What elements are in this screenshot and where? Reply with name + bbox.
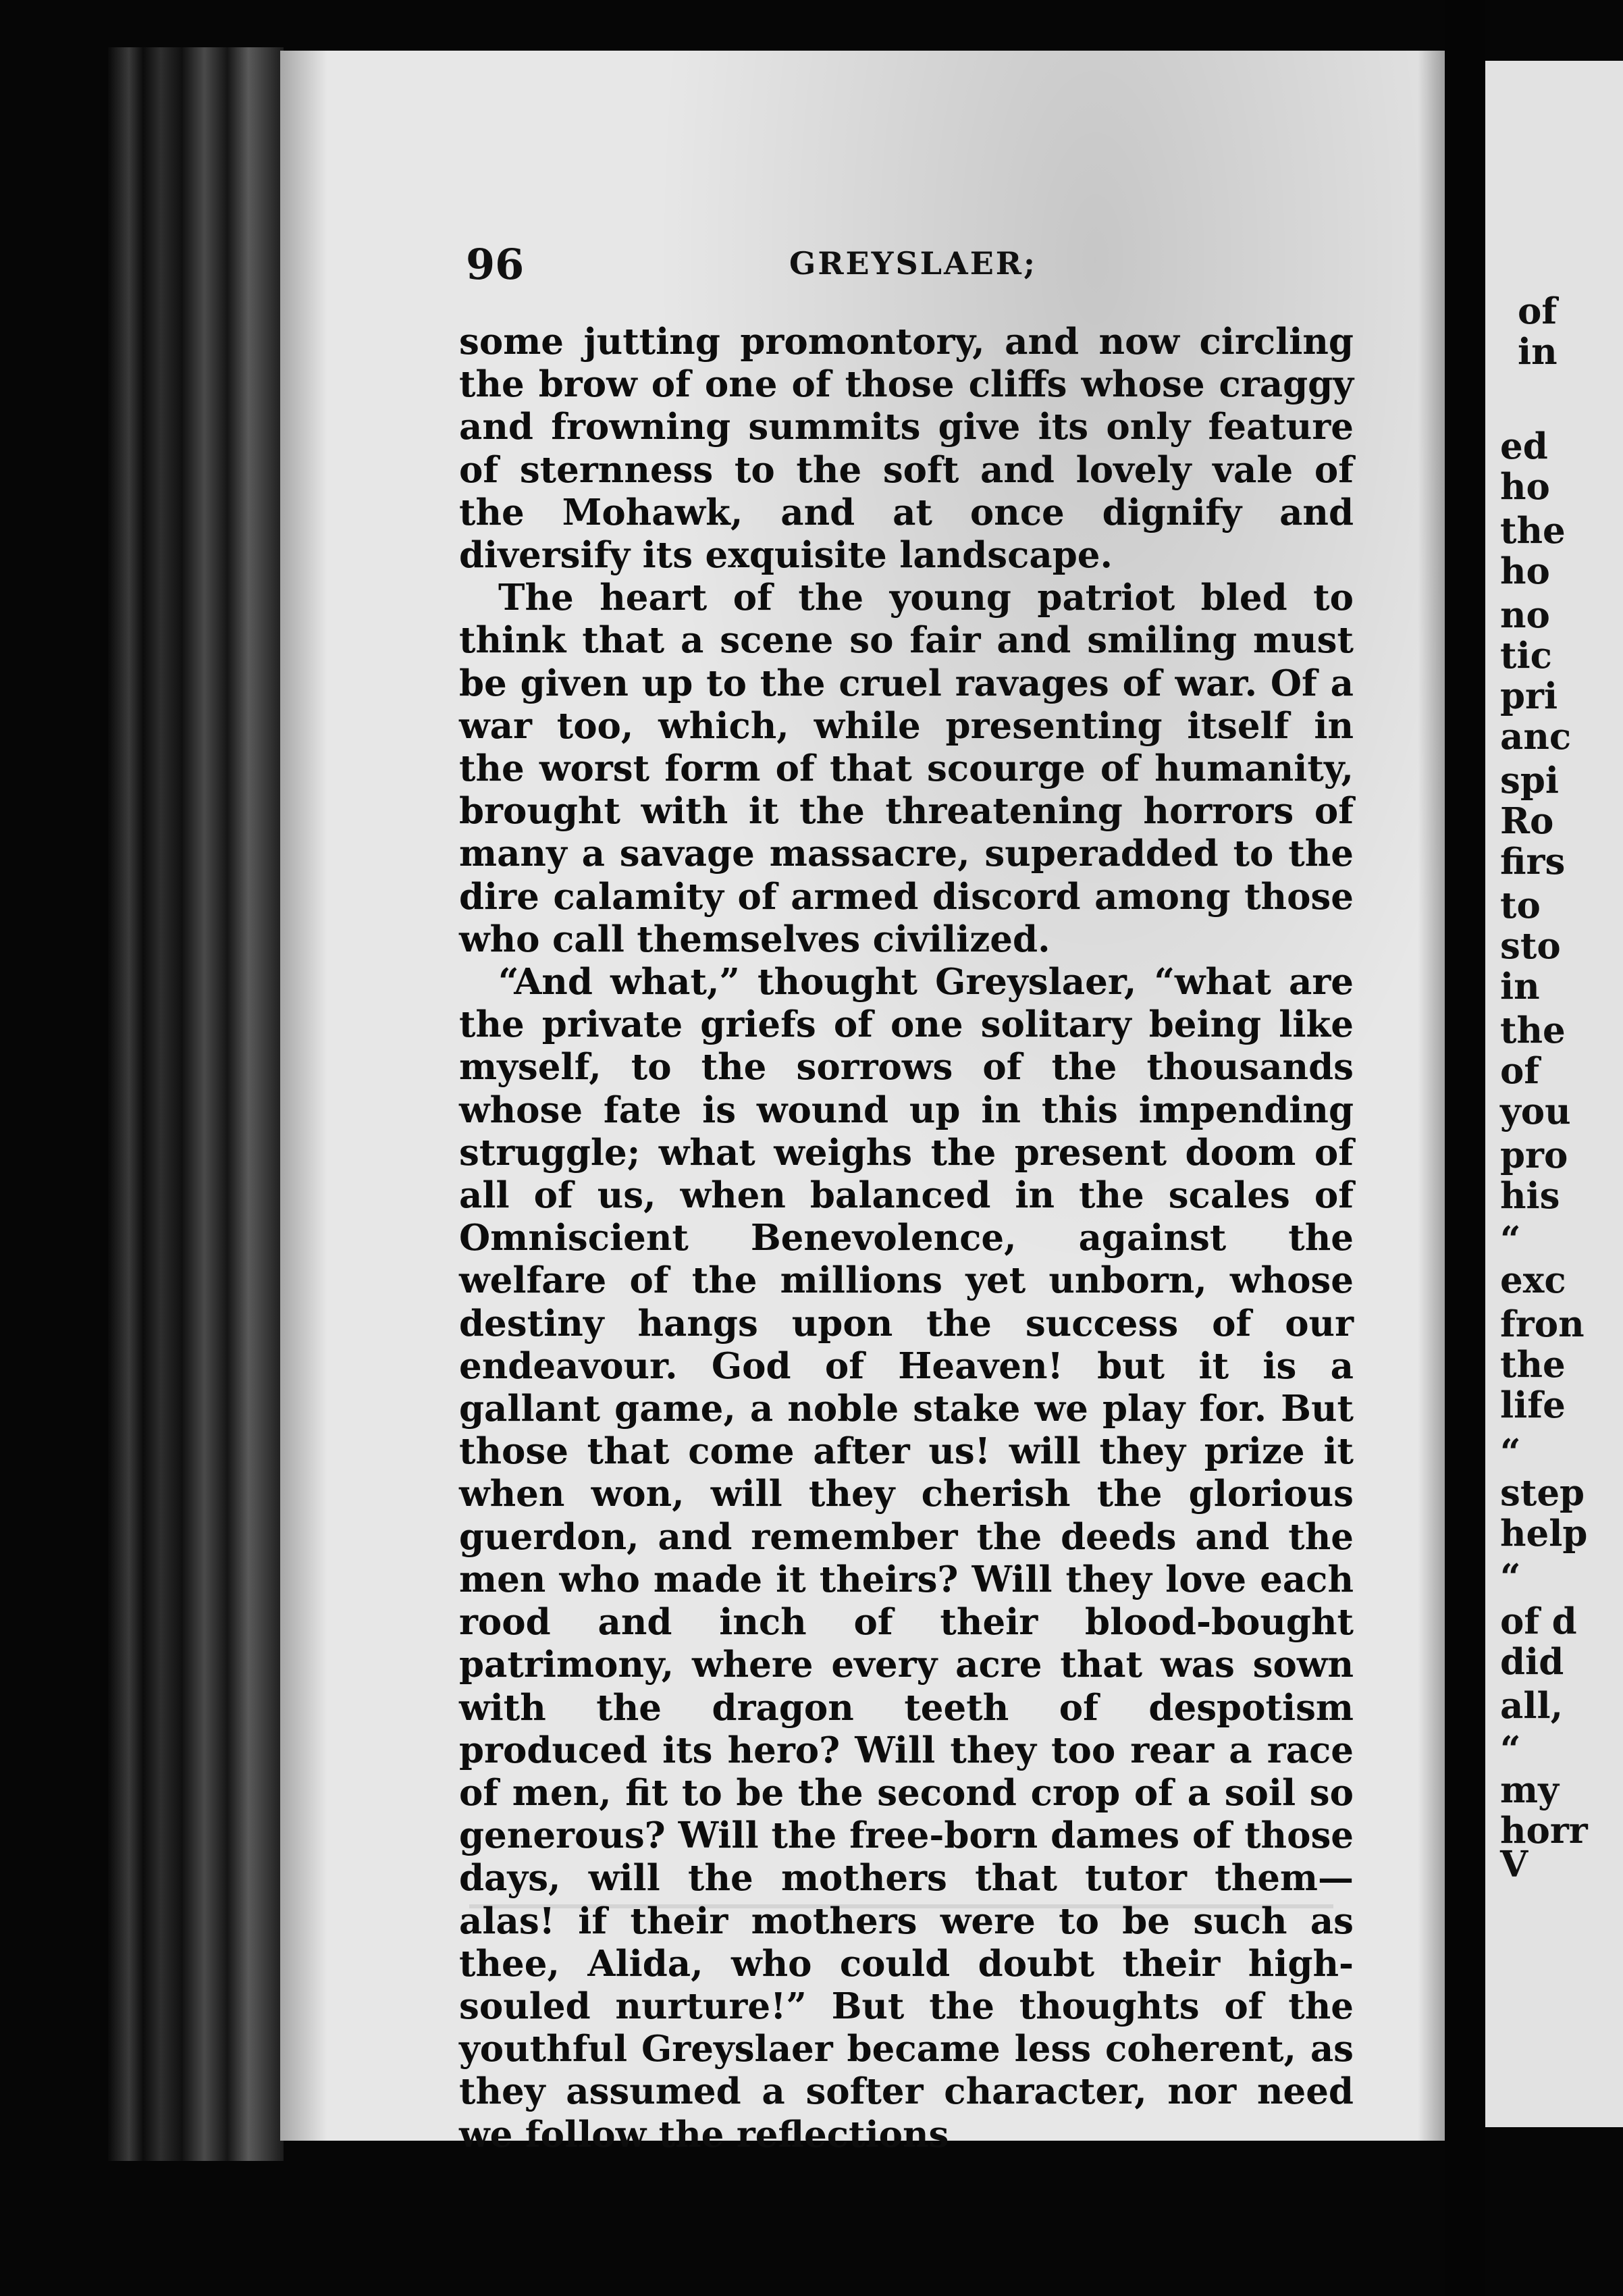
facing-page-word: fron bbox=[1500, 1303, 1585, 1345]
paragraph: some jutting promontory, and now circling the brow of one of those cliffs whose craggy and frowning summits give its only feature of sternness to the soft and lovely vale of the Mohawk, and at once dignify and diversify its exquisite landscape. bbox=[459, 321, 1354, 577]
facing-page-word: the bbox=[1500, 1010, 1566, 1051]
facing-page-word: “ bbox=[1500, 1557, 1521, 1598]
facing-page-word: the bbox=[1500, 1344, 1566, 1386]
facing-page-word: exc bbox=[1500, 1259, 1566, 1301]
book-page bbox=[280, 51, 1445, 2156]
page-edge-shadow bbox=[1418, 51, 1445, 2141]
facing-page-word: life bbox=[1500, 1384, 1566, 1426]
book-binding-edge bbox=[108, 47, 284, 2161]
facing-page-word: no bbox=[1500, 594, 1550, 636]
facing-page-word: pro bbox=[1500, 1134, 1568, 1176]
paragraph: The heart of the young patriot bled to think that a scene so fair and smiling must be given up to the cruel ravages of war. Of a war too, which, while presenting itself in the worst form of that scourge of humanity, brought with it the threatening horrors of many a savage massacre, superadded to the dire calamity of armed discord among those who call themselves civilized. bbox=[459, 577, 1354, 960]
facing-page-fragment bbox=[1485, 61, 1623, 2127]
facing-page-word: in bbox=[1518, 331, 1558, 373]
facing-page-word: of bbox=[1518, 290, 1558, 332]
facing-page-word: all, bbox=[1500, 1685, 1564, 1727]
facing-page-word: sto bbox=[1500, 925, 1561, 967]
facing-page-word: to bbox=[1500, 885, 1541, 927]
facing-page-word: you bbox=[1500, 1091, 1571, 1132]
facing-page-word: the bbox=[1500, 510, 1566, 552]
facing-page-word: Ro bbox=[1500, 800, 1554, 842]
facing-page-word: ho bbox=[1500, 550, 1550, 592]
body-text bbox=[459, 321, 1354, 2156]
facing-page-word: ed bbox=[1500, 425, 1548, 467]
facing-page-word: of bbox=[1500, 1050, 1540, 1092]
facing-page-word: tic bbox=[1500, 635, 1552, 677]
running-title: GREYSLAER; bbox=[789, 245, 1037, 282]
facing-page-word: “ bbox=[1500, 1729, 1521, 1771]
running-head bbox=[466, 240, 1360, 301]
facing-page-word: spi bbox=[1500, 760, 1560, 802]
facing-page-word: in bbox=[1500, 966, 1540, 1008]
facing-page-word: help bbox=[1500, 1513, 1588, 1555]
facing-page-word: horr bbox=[1500, 1810, 1588, 1852]
facing-page-word: “ bbox=[1500, 1219, 1521, 1261]
facing-page-word: anc bbox=[1500, 716, 1572, 758]
facing-page-word: “ bbox=[1500, 1432, 1521, 1473]
page-gutter bbox=[1445, 0, 1485, 2296]
facing-page-word: of d bbox=[1500, 1600, 1577, 1642]
facing-page-word: firs bbox=[1500, 841, 1566, 883]
facing-page-word: pri bbox=[1500, 675, 1558, 717]
facing-page-word: his bbox=[1500, 1175, 1560, 1217]
paragraph: “And what,” thought Greyslaer, “what are the private griefs of one solitary being like myself, to the sorrows of the thousands whose fate is wound up in this impending struggle; what weighs the present doom of all of us, when balanced in the scales of Omniscient Benevolence, against the welfare of the millions yet unborn, whose destiny hangs upon the success of our endeavour. God of Heaven! but it is a gallant game, a noble stake we play for. But those that come after us! will they prize it when won, will they cherish the glorious guerdon, and remember the deeds and the men who made it theirs? Will they love each rood and inch of their blood-bought patrimony, where every acre that was sown with the dragon teeth of despotism produced its hero? Will they too rear a race of men, fit to be the second crop of a soil so generous? Will the free-born dames of those days, will the mothers that tutor them—alas! if their mothers were to be such as thee, Alida, who could doubt their high-souled nurture!” But the thoughts of the youthful Greyslaer became less coherent, as they assumed a softer character, nor need we follow the reflections bbox=[459, 961, 1354, 2156]
facing-page-word: V bbox=[1500, 1844, 1528, 1885]
facing-page-word: did bbox=[1500, 1641, 1564, 1683]
facing-page-word: my bbox=[1500, 1769, 1559, 1811]
facing-page-word: ho bbox=[1500, 466, 1550, 508]
page-number: 96 bbox=[466, 240, 525, 289]
facing-page-word: step bbox=[1500, 1472, 1585, 1514]
page-gutter-shadow bbox=[280, 51, 327, 2141]
bleed-through-line bbox=[469, 1904, 1333, 1908]
